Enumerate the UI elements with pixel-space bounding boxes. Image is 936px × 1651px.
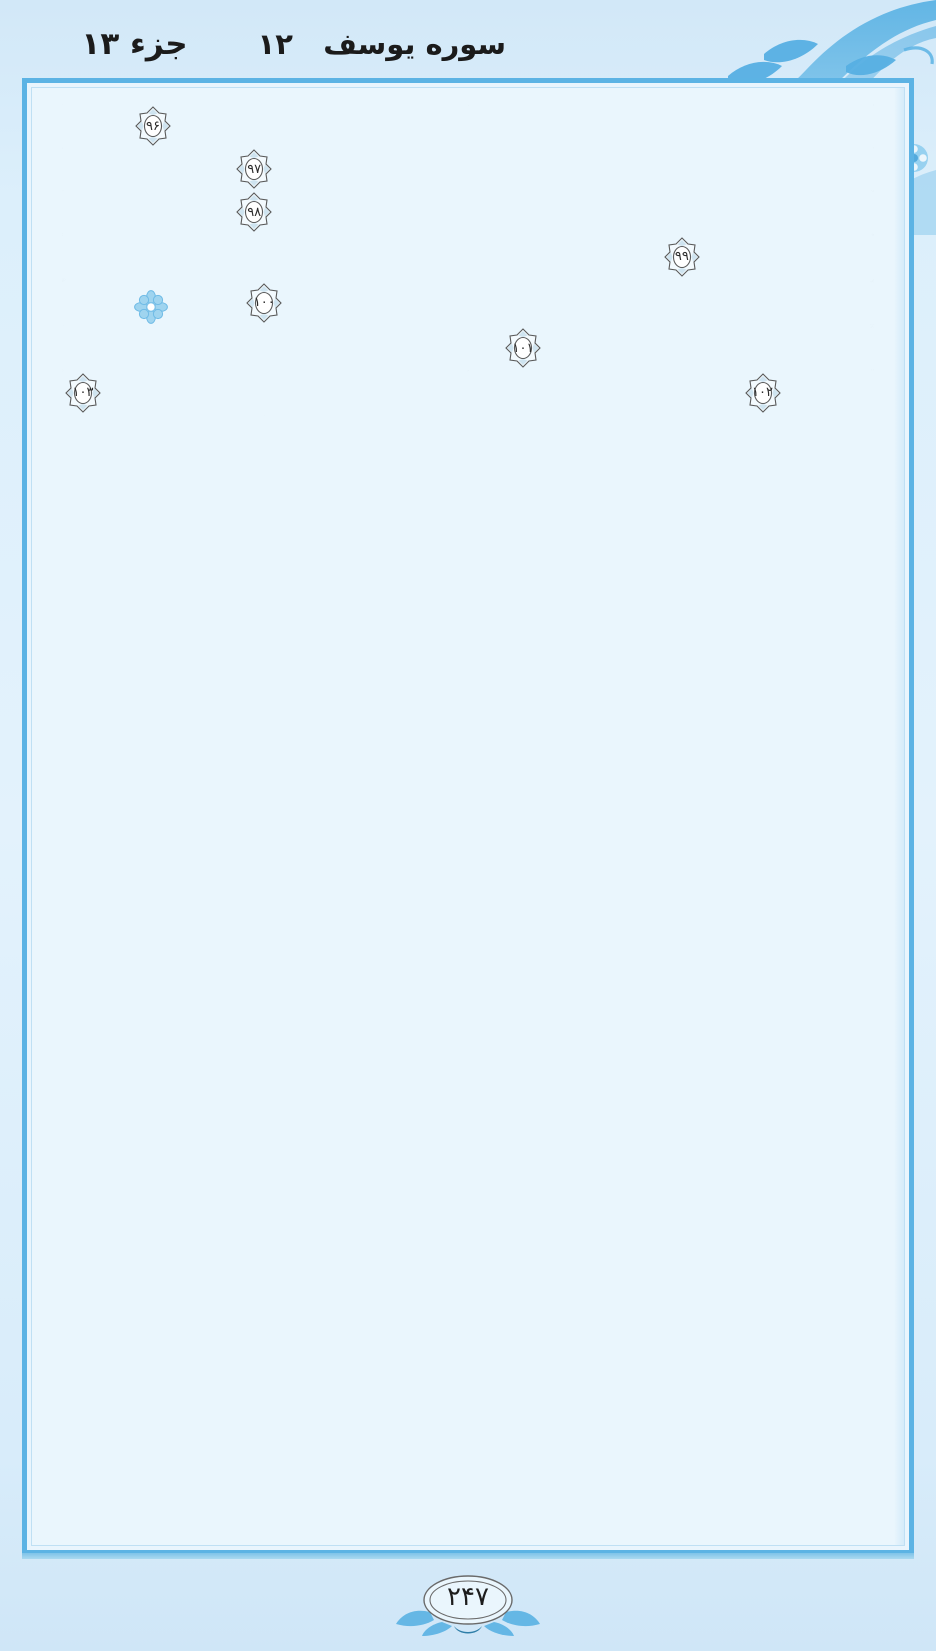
ayah-end-marker xyxy=(233,148,275,190)
surah-number: ۱۲ xyxy=(257,27,293,61)
ayah-end-marker xyxy=(233,191,275,233)
arabic-line[interactable] xyxy=(58,282,878,324)
quran-text-column xyxy=(32,88,904,1545)
verse-line xyxy=(58,148,878,191)
arabic-line[interactable] xyxy=(58,236,878,278)
ayah-end-marker xyxy=(742,372,784,414)
surah-name: سوره یوسف xyxy=(323,27,506,61)
verse-line xyxy=(58,191,878,234)
ayah-end-marker xyxy=(661,236,703,278)
page-number-cartouche xyxy=(0,1563,936,1643)
verse-line xyxy=(58,236,878,279)
persian-translation-line xyxy=(58,414,878,415)
page-number-value: ۲۴۷ xyxy=(447,1582,489,1612)
arabic-line[interactable] xyxy=(58,191,878,233)
content-frame-inner xyxy=(31,87,905,1546)
ayah-number: ۱۰۰ xyxy=(253,295,275,311)
ayah-number: ۹۷ xyxy=(247,161,262,177)
verse-line xyxy=(58,282,878,325)
ayah-end-marker xyxy=(62,372,104,414)
surah-title xyxy=(258,27,506,61)
content-frame xyxy=(22,78,914,1555)
verse-line xyxy=(58,105,878,148)
ayah-end-marker xyxy=(502,327,544,369)
page-header xyxy=(0,14,936,74)
ayah-number: ۱۰۳ xyxy=(72,385,94,401)
juz-label: جزء ۱۳ xyxy=(81,26,188,62)
ayah-number: ۱۰۲ xyxy=(752,385,773,401)
arabic-line[interactable] xyxy=(58,327,878,369)
ayah-end-marker xyxy=(243,282,285,324)
arabic-line[interactable] xyxy=(58,105,878,147)
ayah-end-marker xyxy=(132,105,174,147)
ayah-number: ۱۰۱ xyxy=(512,340,534,356)
arabic-line[interactable] xyxy=(58,372,878,414)
ayah-number: ۹۸ xyxy=(247,204,262,220)
ayah-number: ۹۶ xyxy=(146,118,160,134)
verse-line xyxy=(58,327,878,370)
hizb-flower-ornament xyxy=(134,290,168,324)
verse-line xyxy=(58,372,878,415)
arabic-line[interactable] xyxy=(58,148,878,190)
ayah-number: ۹۹ xyxy=(674,249,689,265)
bottom-rule xyxy=(22,1553,914,1559)
